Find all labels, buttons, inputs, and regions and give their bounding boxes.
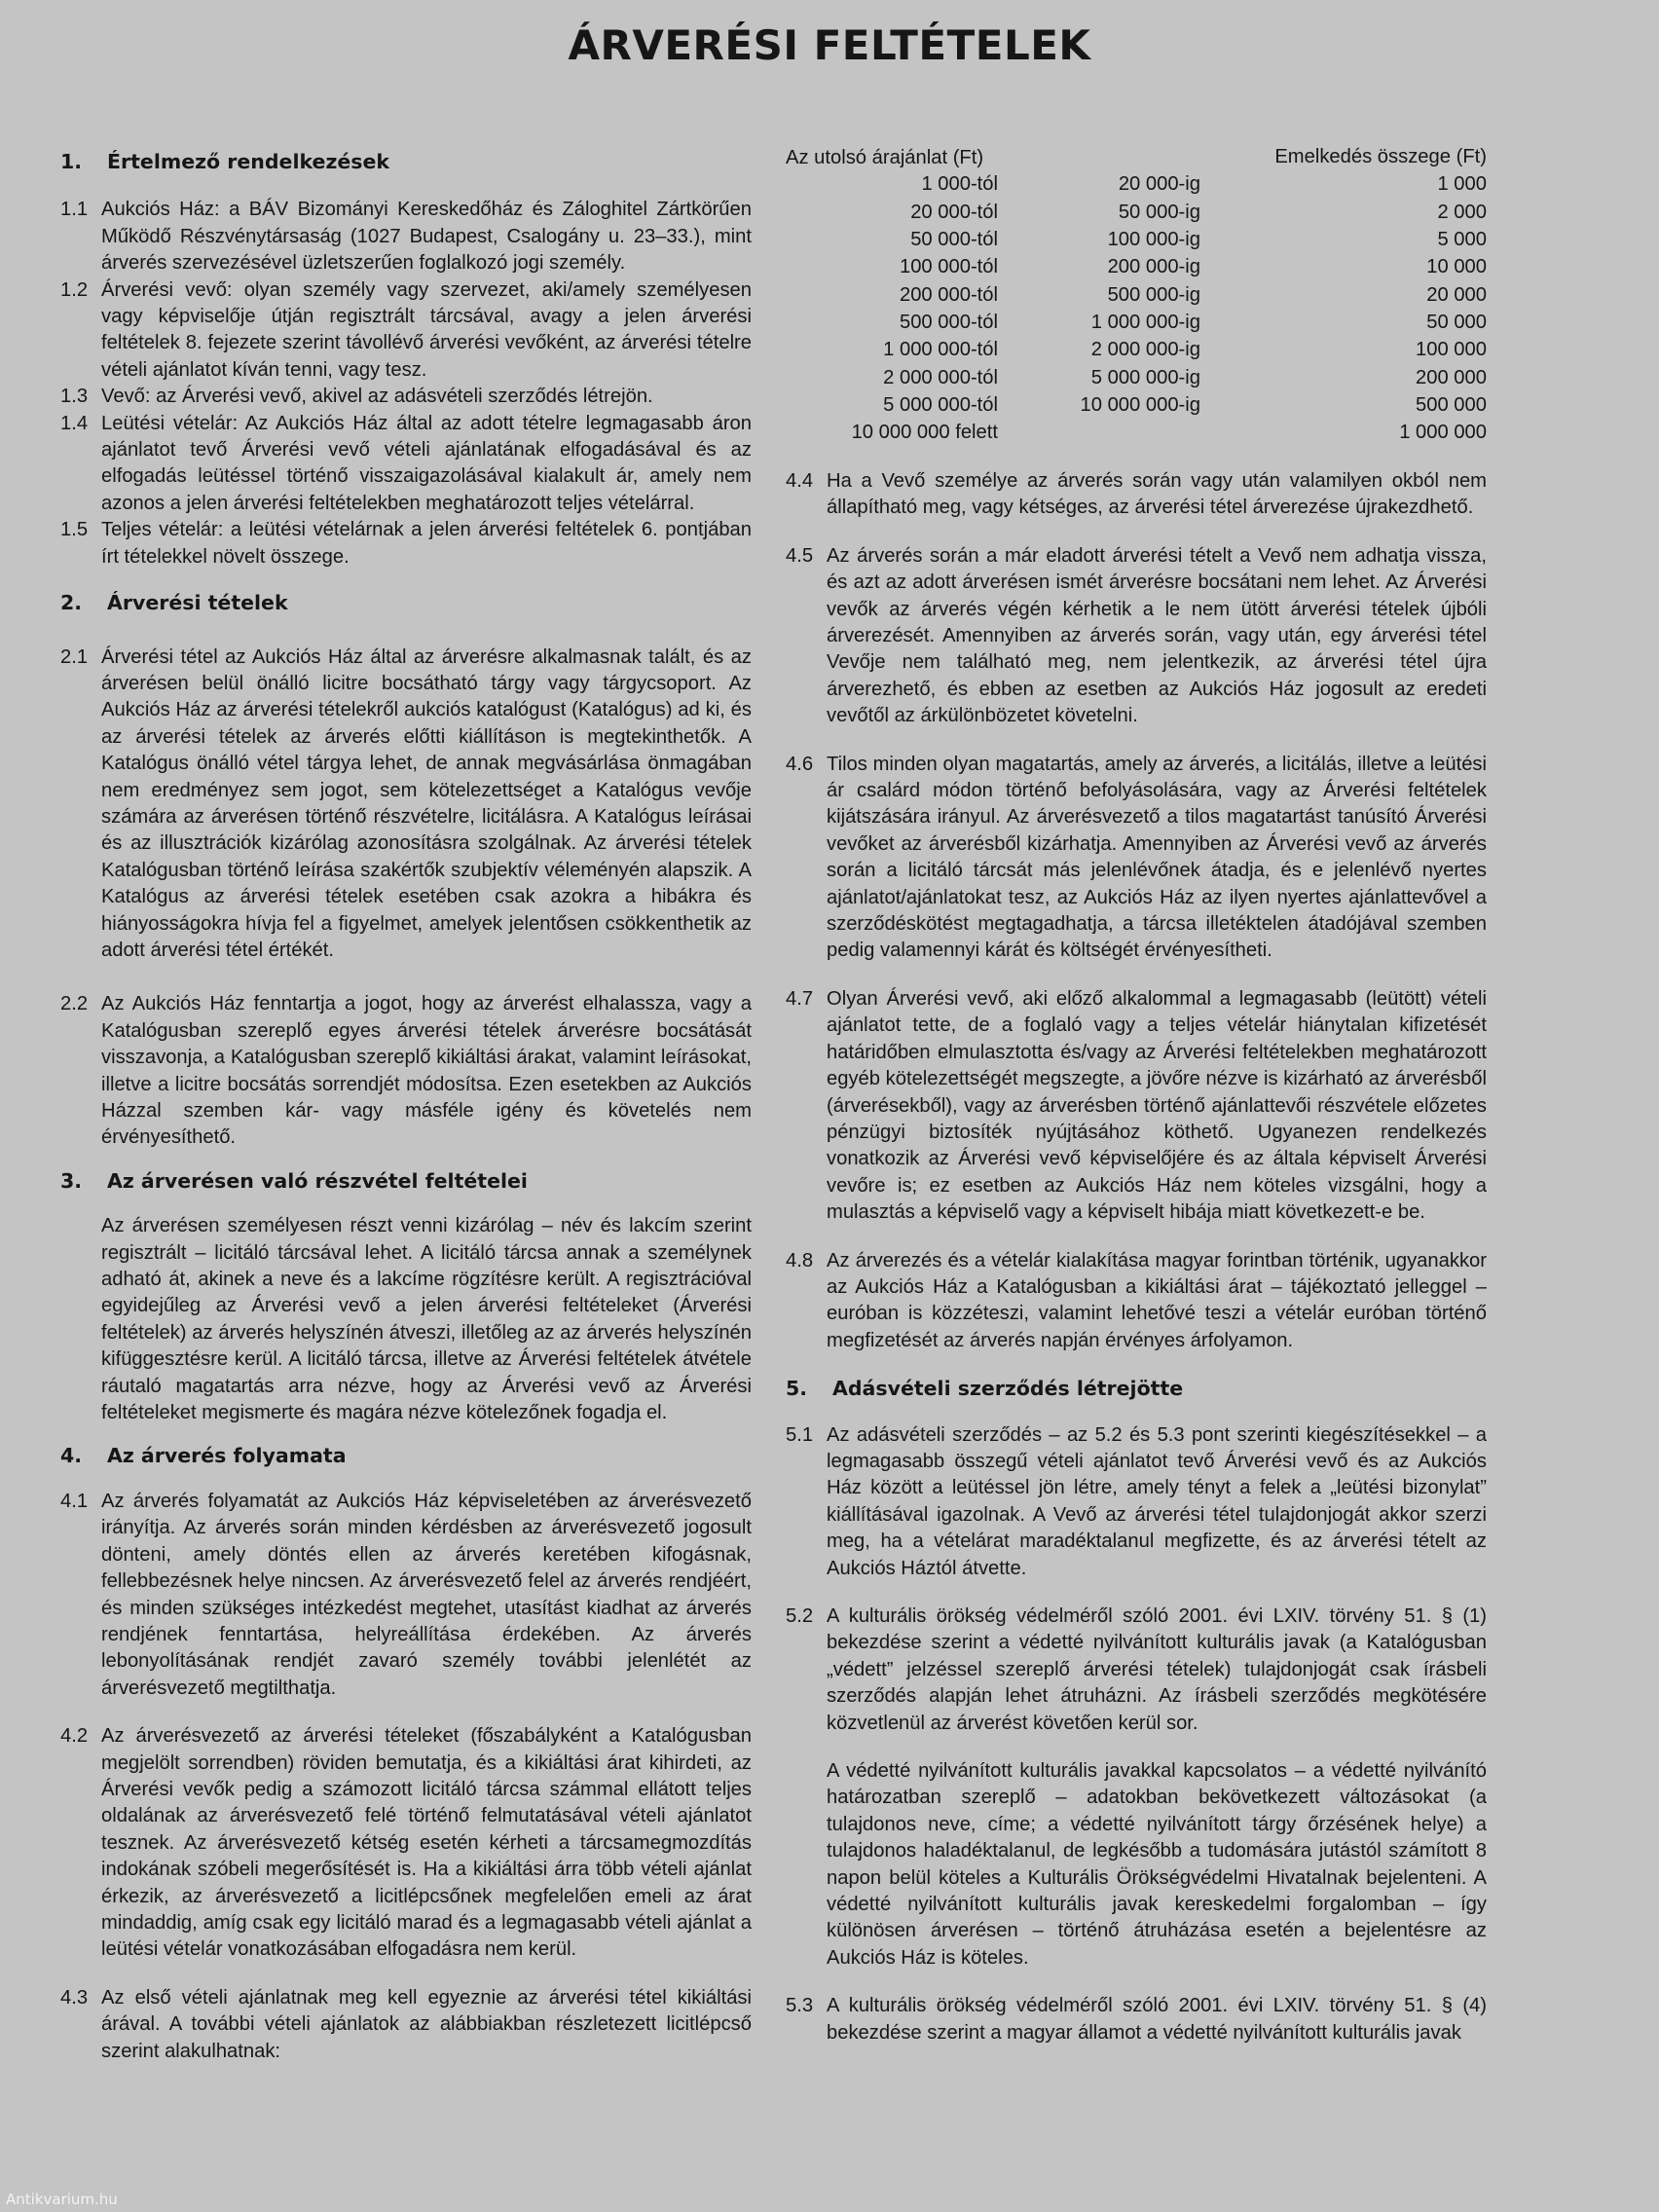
- clause-number: 4.4: [786, 469, 814, 492]
- clause-4-4: [786, 468, 1487, 522]
- section-number: 3.: [60, 1168, 83, 1193]
- table-header-row: [786, 144, 1487, 171]
- cell-from: 1 000 000-tól: [883, 339, 998, 361]
- clause-text: Vevő: az Árverési vevő, akivel az adásvételi szerződés létrejön.: [101, 386, 653, 408]
- clause-number: 1.5: [60, 519, 89, 541]
- left-column: [60, 144, 752, 2065]
- table-row: [786, 254, 1487, 281]
- clause-number: 1.4: [60, 412, 89, 434]
- clause-number: 2.1: [60, 645, 89, 668]
- clause-text: Ha a Vevő személye az árverés során vagy után valamilyen okból nem állapítható meg, vagy kétséges, az árverési tétel árverezése újrakezdhető.: [827, 469, 1487, 519]
- clause-text: Olyan Árverési vevő, aki előző alkalommal a legmagasabb (leütött) vételi ajánlatot tette, de a foglaló vagy a teljes vételár hiánytalan kifizetését határidőben elmulasztotta és/vagy az Árverési feltételekben meghatározott egyéb kötelezettségét megszegte, a jövőre nézve is kizárható az árverésből (árverésekből), vagy az árverésben történő ajánlattevői részvétele előzetes pénzügyi biztosíték nyújtásához köthető. Ugyanezen rendelkezés vonatkozik az Árverési vevő képviselőjére és az általa képviselt Árverési vevőre is; ez esetben az Aukciós Ház nem köteles vizsgálni, hogy a mulasztás a képviselő vagy a képviselt hibája miatt következett-e be.: [827, 987, 1487, 1224]
- cell-step: 1 000 000: [1399, 422, 1487, 444]
- clause-text: Az Aukciós Ház fenntartja a jogot, hogy az árverést elhalassza, vagy a Katalógusban szereplő egyes árverési tételek árverésre bocsátását visszavonja, a Katalógusban szereplő kikiáltási árakat, valamint leírásokat, illetve a licitre bocsátás sorrendjét módosítsa. Ezen esetekben az Aukciós Házzal szemben kár- vagy másféle igény és követelés nem érvényesíthető.: [101, 993, 752, 1149]
- section-title: Adásvételi szerződés létrejötte: [832, 1377, 1184, 1401]
- clause-number: 5.3: [786, 1995, 814, 2017]
- section-title: Értelmező rendelkezések: [107, 150, 390, 173]
- section-number: 4.: [60, 1444, 83, 1468]
- clause-1-3: [60, 384, 752, 410]
- cell-step: 5 000: [1437, 229, 1487, 251]
- cell-to: 10 000 000-ig: [1080, 393, 1200, 416]
- clause-4-3: [60, 1985, 752, 2065]
- cell-step: 10 000: [1426, 256, 1487, 278]
- section-number: 1.: [60, 150, 83, 173]
- cell-to: 2 000 000-ig: [1090, 339, 1200, 361]
- table-row: [786, 199, 1487, 226]
- table-row: [786, 281, 1487, 309]
- clause-number: 2.2: [60, 993, 89, 1015]
- cell-from: 20 000-tól: [910, 201, 998, 223]
- clause-number: 4.3: [60, 1986, 89, 2009]
- clause-text: Árverési vevő: olyan személy vagy szervezet, aki/amely személyesen vagy képviselője útján regisztrált tárcsával, avagy a jelen árverési feltételek 8. fejezete szerint távollévő árverési vevőként, az árverési tételre vételi ajánlatot kíván tenni, vagy tesz.: [101, 278, 752, 381]
- clause-5-2-paragraph: A védetté nyilvánított kulturális javakkal kapcsolatos – a védetté nyilvánító határozatban szereplő – adatokban bekövetkezett változásokat (a tulajdonos neve, címe; a védetté nyilvánított tárgy őrzésének helye) a tulajdonos haladéktalanul, de legkésőbb a tudomására jutástól számított 8 napon belül köteles a Kulturális Örökségvédelmi Hivatalnak bejelenteni. A védetté nyilvánított kulturális javak kereskedelmi forgalomban – így különösen árverésen – történő átruházása esetén a bejelentésre az Aukciós Ház is köteles.: [827, 1760, 1487, 1969]
- cell-from: 200 000-tól: [899, 283, 998, 306]
- cell-to: 200 000-ig: [1107, 256, 1200, 278]
- clause-number: 4.5: [786, 544, 814, 567]
- clause-text: Az árverezés és a vételár kialakítása magyar forintban történik, ugyanakkor az Aukciós Ház a Katalógusban a kikiáltási árat – tájékoztató jelleggel – euróban is közzéteszi, valamint lehetővé teszi a vételár euróban történő megfizetését az árverés napján érvényes árfolyamon.: [827, 1249, 1487, 1351]
- clause-text: Az első vételi ajánlatnak meg kell egyeznie az árverési tétel kikiáltási árával. A további vételi ajánlatok az alábbiakban részletezett licitlépcső szerint alakulhatnak:: [101, 1986, 752, 2062]
- cell-step: 100 000: [1416, 339, 1487, 361]
- clause-text: Az adásvételi szerződés – az 5.2 és 5.3 pont szerinti kiegészítésekkel – a legmagasabb összegű vételi ajánlatot tevő Árverési vevő és az Aukciós Ház között a leütéssel jön létre, amely tényt a felek a „leütési bizonylat” kiállításával igazolnak. A Vevő az árverési tétel tulajdonjogát akkor szerzi meg, ha a vételárat maradéktalanul megfizette, és az árverési tételt az Aukciós Háztól átvette.: [827, 1423, 1487, 1579]
- cell-from: 100 000-tól: [899, 256, 998, 278]
- clause-number: 1.3: [60, 386, 89, 408]
- section-title: Az árverésen való részvétel feltételei: [107, 1168, 528, 1193]
- clause-number: 4.6: [786, 753, 814, 775]
- cell-to: 100 000-ig: [1107, 229, 1200, 251]
- clause-4-6: [786, 752, 1487, 965]
- clause-text: Teljes vételár: a leütési vételárnak a jelen árverési feltételek 6. pontjában írt tételekkel növelt összege.: [101, 519, 752, 568]
- section-heading-2: [60, 590, 752, 616]
- table-row: [786, 364, 1487, 391]
- section-heading-3: [60, 1168, 752, 1195]
- clause-5-1: [786, 1422, 1487, 1582]
- clause-2-2: [60, 991, 752, 1151]
- cell-from: 500 000-tól: [899, 311, 998, 333]
- clause-number: 5.1: [786, 1423, 814, 1446]
- site-watermark: Antikvarium.hu: [6, 2191, 118, 2208]
- table-row: [786, 309, 1487, 336]
- clause-4-8: [786, 1248, 1487, 1355]
- clause-4-1: [60, 1489, 752, 1702]
- section-heading-4: [60, 1443, 752, 1469]
- clause-text: Tilos minden olyan magatartás, amely az árverés, a licitálás, illetve a leütési ár csalárd módon történő befolyásolására, vagy az Árverési feltételek kijátszására irányul. Az árverésvezető a tilos magatartást tanúsító Árverési vevőket az árverésből kizárhatja. Amennyiben az Árverési vevő az árverés során a licitáló tárcsát más jelenlévőnek átadja, és e jelenlévő nyertes ajánlatot/ajánlatokat tesz, az Aukciós Ház az ilyen nyertes ajánlattevővel a szerződéskötést megtagadhatja, a tárcsa illetéktelen átadójával szemben pedig valamennyi kárát és költségét érvényesítheti.: [827, 753, 1487, 962]
- clause-text: Aukciós Ház: a BÁV Bizományi Kereskedőház és Záloghitel Zártkörűen Működő Részvénytársaság (1027 Budapest, Csalogány u. 23–33.), mint árverés szervezésével üzletszerűen foglalkozó jogi személy.: [101, 199, 752, 275]
- clause-number: 4.8: [786, 1249, 814, 1272]
- clause-2-1: [60, 645, 752, 965]
- clause-5-2: [786, 1604, 1487, 1737]
- section-heading-1: [60, 149, 752, 175]
- bid-increment-table: [786, 144, 1487, 447]
- clause-1-5: [60, 517, 752, 571]
- clause-1-4: [60, 411, 752, 518]
- cell-to: 1 000 000-ig: [1090, 311, 1200, 333]
- clause-text: Az árverés során a már eladott árverési tételt a Vevő nem adhatja vissza, és azt az adott árverésen ismét árverésre bocsátani nem lehet. Az Árverési vevők az árverés végén kérhetik a le nem ütött árverési tételek újbóli árverezését. Amennyiben az árverés során, vagy után, egy árverési tétel Vevője nem található meg, nem jelentkezik, az árverési tétel újra árverezhető, és ebben az esetben az Aukciós Ház jogosult az eredeti vevőtől az árkülönbözetet követelni.: [827, 544, 1487, 727]
- cell-to: [998, 420, 1200, 447]
- cell-from: 50 000-tól: [910, 229, 998, 251]
- cell-step: 20 000: [1426, 283, 1487, 306]
- table-row: [786, 391, 1487, 419]
- cell-step: 500 000: [1416, 393, 1487, 416]
- section-number: 5.: [786, 1377, 808, 1401]
- cell-step: 2 000: [1437, 201, 1487, 223]
- clause-text: Az árverés folyamatát az Aukciós Ház képviseletében az árverésvezető irányítja. Az árverés során minden kérdésben az árverésvezető jogosult dönteni, amely döntés ellen az árverés keretében kifogásnak, fellebbezésnek helye nincsen. Az árverésvezető felel az árverés rendjéért, és minden szükséges intézkedést megtehet, utasítást kiadhat az árverés rendjének fenntartása, helyreállítása érdekében. Az árverés lebonyolításának rendjét zavaró személy további jelenlétét az árverésvezető megtilthatja.: [101, 1490, 752, 1699]
- cell-to: 500 000-ig: [1107, 283, 1200, 306]
- header-last-offer: Az utolsó árajánlat (Ft): [786, 146, 984, 168]
- clause-text: A kulturális örökség védelméről szóló 2001. évi LXIV. törvény 51. § (1) bekezdése szerint a védetté nyilvánított kulturális javak (a Katalógusban „védett” jelzéssel szereplő árverési tételek) tulajdonjogát csak írásbeli szerződés alapján lehet átruházni. Az írásbeli szerződés megkötésére közvetlenül az árverést követően kerül sor.: [827, 1605, 1487, 1734]
- table-row: [786, 227, 1487, 254]
- page-title: ÁRVERÉSI FELTÉTELEK: [568, 21, 1091, 69]
- cell-to: 5 000 000-ig: [1090, 366, 1200, 388]
- clause-4-7: [786, 986, 1487, 1227]
- clause-number: 4.2: [60, 1725, 89, 1748]
- cell-from: 1 000-tól: [921, 173, 998, 196]
- cell-step: 1 000: [1437, 173, 1487, 196]
- cell-from: 2 000 000-tól: [883, 366, 998, 388]
- cell-from: 5 000 000-tól: [883, 393, 998, 416]
- section-heading-5: [786, 1376, 1487, 1402]
- table-row: [786, 337, 1487, 364]
- clause-number: 5.2: [786, 1605, 814, 1627]
- clause-text: A kulturális örökség védelméről szóló 2001. évi LXIV. törvény 51. § (4) bekezdése szerint a magyar államot a védetté nyilvánított kulturális javak: [827, 1995, 1487, 2044]
- table-row: [786, 420, 1487, 447]
- cell-to: 50 000-ig: [1118, 201, 1200, 223]
- clause-number: 4.7: [786, 987, 814, 1010]
- cell-step: 50 000: [1426, 311, 1487, 333]
- clause-text: Leütési vételár: Az Aukciós Ház által az adott tételre legmagasabb áron ajánlatot tevő Árverési vevő vételi ajánlatának elfogadásával és az elfogadás leütéssel történő visszaigazolásával kialakult ár, amely nem azonos a jelen árverési feltételekben meghatározott teljes vételárral.: [101, 412, 752, 514]
- clause-5-3: [786, 1993, 1487, 2046]
- clause-text: Árverési tétel az Aukciós Ház által az árverésre alkalmasnak talált, és az árverésen belül önálló licitre bocsátható tárgy vagy tárgycsoport. Az Aukciós Ház az árverési tételekről aukciós katalógust (Katalógus) ad ki, és az árverési tételek az árverés előtti kiállításon is megtekinthetők. A Katalógus önálló vétel tárgya lehet, de annak megvásárlása önmagában nem eredményez sem jogot, sem kötelezettséget a Katalógus vevője számára az árverésen történő részvételre, licitálásra. A Katalógus leírásai és az illusztrációk kizárólag azonosításra szolgálnak. Az árverési tételek Katalógusban történő leírása szakértők szubjektív véleményén alapszik. A Katalógus az árverési tételek esetében csak azokra a hibákra és hiányosságokra hívja fel a figyelmet, amelyek jelentősen csökkenthetik az adott árverési tétel értékét.: [101, 645, 752, 961]
- clause-number: 4.1: [60, 1490, 89, 1512]
- section-title: Árverési tételek: [107, 591, 288, 615]
- section-number: 2.: [60, 591, 83, 615]
- section-3-text: Az árverésen személyesen részt venni kizárólag – név és lakcím szerint regisztrált – licitáló tárcsával lehet. A licitáló tárcsa annak a személynek adható át, akinek a neve és a lakcíme rögzítésre került. A regisztrációval egyidejűleg az Árverési vevő a jelen árverési feltételeket (Árverési feltételek) az árverés helyszínén átveszi, illetőleg az az árverés helyszínén kifüggesztésre kerül. A licitáló tárcsa, illetve az Árverési feltételek átvétele ráutaló magatartás arra nézve, hogy az Árverési vevő az Árverési feltételeket megismerte és magára nézve kötelezőnek fogadja el.: [101, 1215, 752, 1424]
- clause-1-1: [60, 197, 752, 276]
- right-column: [786, 144, 1487, 2046]
- header-increment: Emelkedés összege (Ft): [1274, 146, 1487, 167]
- clause-text: Az árverésvezető az árverési tételeket (főszabályként a Katalógusban megjelölt sorrendben) röviden bemutatja, és a kikiáltási árat kihirdeti, az Árverési vevők pedig a számozott licitáló tárcsa számmal ellátott teljes oldalának az árverésvezető felé történő felmutatásával vételi ajánlatot tesznek. Az árverésvezető kétség esetén kérheti a tárcsamegmozdítás indokának szóbeli megerősítését is. Ha a kikiáltási árra több vételi ajánlat érkezik, az árverésvezető a licitlépcsőnek megfelelően emeli az árat mindaddig, amíg csak egy licitáló marad és a legmagasabb vételi ajánlat a leütési vételár vonatkozásában elfogadásra nem kerül.: [101, 1725, 752, 1961]
- cell-from: 10 000 000 felett: [851, 422, 998, 444]
- clause-number: 1.1: [60, 199, 89, 221]
- clause-4-5: [786, 543, 1487, 730]
- clause-1-2: [60, 277, 752, 385]
- cell-to: 20 000-ig: [1118, 173, 1200, 196]
- cell-step: 200 000: [1416, 366, 1487, 388]
- clause-4-2: [60, 1723, 752, 1964]
- table-row: [786, 171, 1487, 199]
- clause-number: 1.2: [60, 278, 89, 301]
- section-title: Az árverés folyamata: [107, 1444, 347, 1468]
